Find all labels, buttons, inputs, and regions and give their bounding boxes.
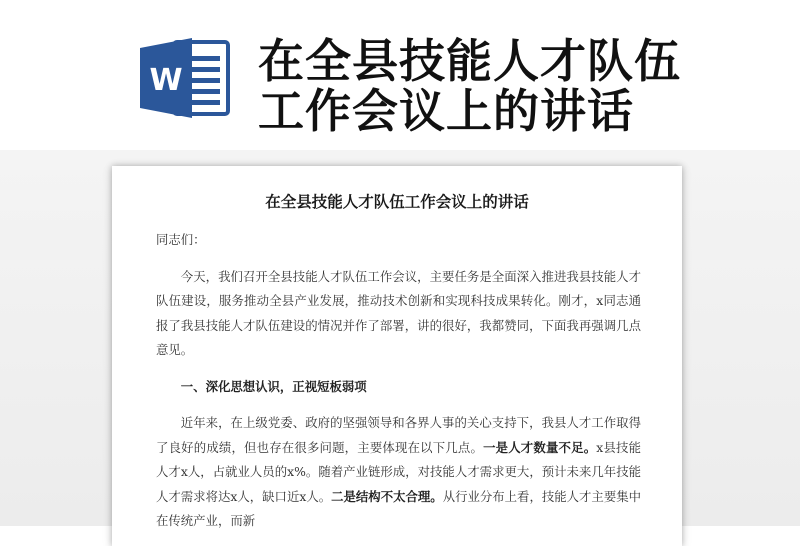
document-page — [112, 166, 682, 546]
banner — [0, 0, 800, 150]
banner-title-line1: 在全县技能人才队伍 — [258, 34, 681, 88]
bold-point: 一是人才数量不足。 — [483, 439, 597, 455]
salutation: 同志们： — [156, 232, 206, 247]
word-icon-letter: W — [149, 63, 183, 98]
banner-title — [258, 36, 778, 136]
banner-title-line2: 工作会议上的讲话 — [258, 84, 634, 138]
paragraph-text: x县技能人才x人，占就业人员的x%。随着产业链形成，对技能人才需求更大，预计未来几年技能人才需求将达x人，缺口近x人。 — [156, 439, 642, 504]
word-document-icon — [140, 38, 232, 118]
paragraph-text: 从行业分布上看，技能人才主要集中在传统产业，而新 — [156, 488, 642, 528]
document-title: 在全县技能人才队伍工作会议上的讲话 — [265, 192, 529, 211]
bold-point: 二是结构不太合理。 — [331, 488, 443, 504]
paragraph-text: 近年来，在上级党委、政府的坚强领导和各界人事的关心支持下，我县人才工作取得了良好的成绩，但也存在很多问题，主要体现在以下几点。 — [156, 415, 641, 455]
paragraph: 今天，我们召开全县技能人才队伍工作会议，主要任务是全面深入推进我县技能人才队伍建设，服务推动全县产业发展，推动技术创新和实现科技成果转化。刚才，x同志通报了我县技能人才队伍建设的情况并作了部署，讲的很好，我都赞同，下面我再强调几点意见。 — [156, 268, 641, 357]
section-heading: 一、深化思想认识，正视短板弱项 — [180, 378, 367, 394]
paragraph — [156, 411, 641, 534]
document-body — [156, 228, 641, 534]
